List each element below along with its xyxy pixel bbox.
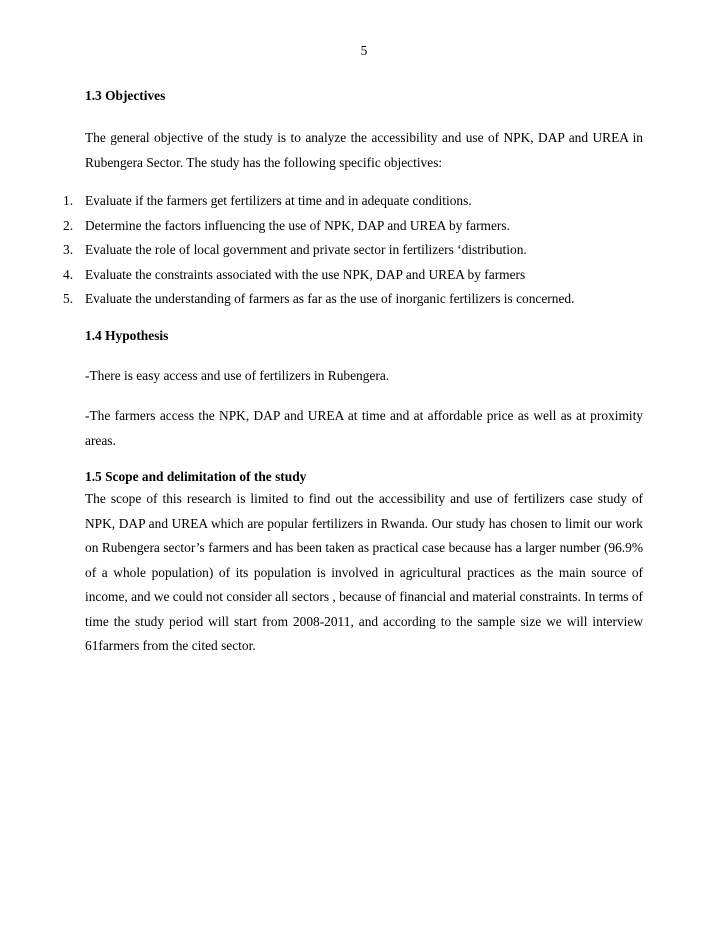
- list-item: [63, 214, 643, 239]
- list-item-text: Evaluate the constraints associated with the use NPK, DAP and UREA by farmers: [85, 266, 526, 282]
- objectives-list: [63, 189, 643, 312]
- list-item: [63, 189, 643, 214]
- scope-heading: 1.5 Scope and delimitation of the study: [85, 469, 307, 484]
- hypothesis-heading: 1.4 Hypothesis: [85, 327, 169, 343]
- list-item: [63, 238, 643, 263]
- page-number: 5: [360, 43, 368, 58]
- list-item-text: Determine the factors influencing the use of NPK, DAP and UREA by farmers.: [85, 217, 510, 233]
- objectives-intro: The general objective of the study is to analyze the accessibility and use of NPK, DAP and UREA in Rubengera Sector. The study has the following specific objectives:: [85, 130, 643, 170]
- list-item-text: Evaluate the role of local government and private sector in fertilizers ‘distribution.: [85, 242, 527, 257]
- objectives-heading: 1.3 Objectives: [85, 88, 166, 103]
- document-body: [63, 88, 643, 659]
- list-item-number: 1.: [63, 193, 74, 208]
- hypothesis-item: -There is easy access and use of fertilizers in Rubengera.: [85, 367, 390, 383]
- list-item-text: Evaluate the understanding of farmers as far as the use of inorganic fertilizers is concerned.: [85, 291, 575, 306]
- list-item-number: 4.: [63, 266, 74, 282]
- list-item-number: 5.: [63, 291, 74, 306]
- list-item: [63, 263, 643, 288]
- scope-paragraph: The scope of this research is limited to find out the accessibility and use of fertilizers case study of NPK, DAP and UREA which are popular fertilizers in Rwanda. Our study has chosen to limit our work on Rubengera sector’s farmers and has been taken as practical case because has a larger number (96.9% of a whole population) of its population is involved in agricultural practices as the main source of income, and we could not consider all sectors , because of financial and material constraints. In terms of time the study period will start from 2008-2011, and according to the sample size we will interview 61farmers from the cited sector.: [85, 491, 643, 653]
- list-item-text: Evaluate if the farmers get fertilizers at time and in adequate conditions.: [85, 193, 472, 208]
- list-item-number: 3.: [63, 242, 74, 257]
- list-item: [63, 287, 643, 312]
- list-item-number: 2.: [63, 217, 74, 233]
- hypothesis-item: -The farmers access the NPK, DAP and UREA at time and at affordable price as well as at proximity areas.: [85, 408, 643, 448]
